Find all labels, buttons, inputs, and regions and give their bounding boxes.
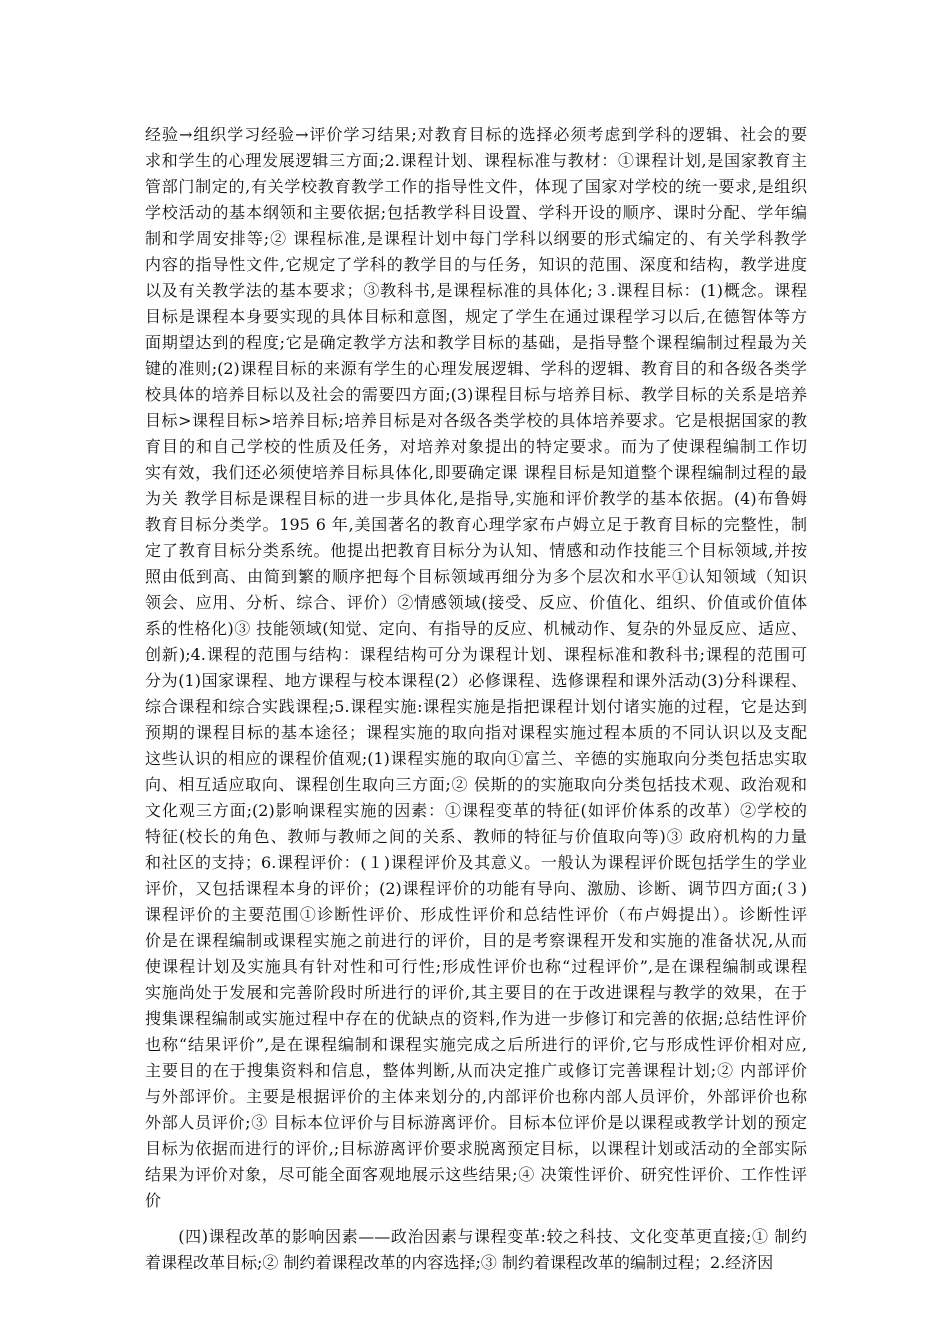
text-line: 内容的指导性文件,它规定了学科的教学目的与任务，知识的范围、深度和结构，教学进度 xyxy=(145,255,807,274)
text-line: 这些认识的相应的课程价值观;(1)课程实施的取向①富兰、辛德的实施取向分类包括忠实取 xyxy=(145,749,807,768)
text-line: 文化观三方面;(2)影响课程实施的因素：①课程变革的特征(如评价体系的改革）②学校的 xyxy=(145,801,807,820)
text-line: 以及有关教学法的基本要求；③教科书,是课程标准的具体化;３.课程目标：(1)概念。课程 xyxy=(145,281,807,300)
text-line: 向、相互适应取向、课程创生取向三方面;② 侯斯的的实施取向分类包括技术观、政治观和 xyxy=(145,775,807,794)
text-line: 经验→组织学习经验→评价学习结果;对教育目标的选择必须考虑到学科的逻辑、社会的要 xyxy=(145,125,807,144)
text-line: 管部门制定的,有关学校教育教学工作的指导性文件，体现了国家对学校的统一要求,是组织 xyxy=(145,177,807,196)
text-line: 价 xyxy=(145,1191,162,1210)
text-line: 育目的和自己学校的性质及任务，对培养对象提出的特定要求。而为了使课程编制工作切 xyxy=(145,437,807,456)
text-line: 价是在课程编制或课程实施之前进行的评价，目的是考察课程开发和实施的准备状况,从而 xyxy=(145,931,807,950)
text-line: 特征(校长的角色、教师与教师之间的关系、教师的特征与价值取向等)③ 政府机构的力量 xyxy=(145,827,807,846)
text-line: (四)课程改革的影响因素——政治因素与课程变革:较之科技、文化变革更直接;① 制约 xyxy=(145,1227,807,1246)
text-line: 创新);4.课程的范围与结构：课程结构可分为课程计划、课程标准和教科书;课程的范围可 xyxy=(145,645,807,664)
document-body xyxy=(145,122,807,1276)
body-paragraph-2 xyxy=(145,1224,807,1276)
text-line: 目标为依据而进行的评价,;目标游离评价要求脱离预定目标，以课程计划或活动的全部实际 xyxy=(145,1139,807,1158)
text-line: 预期的课程目标的基本途径；课程实施的取向指对课程实施过程本质的不同认识以及支配 xyxy=(145,723,807,742)
text-line: 结果为评价对象，尽可能全面客观地展示这些结果;④ 决策性评价、研究性评价、工作性评 xyxy=(145,1165,807,1184)
text-line: 也称“结果评价”,是在课程编制和课程实施完成之后所进行的评价,它与形成性评价相对应, xyxy=(145,1035,807,1054)
text-line: 外部人员评价;③ 目标本位评价与目标游离评价。目标本位评价是以课程或教学计划的预定 xyxy=(145,1113,807,1132)
text-line: 学校活动的基本纲领和主要依据;包括教学科目设置、学科开设的顺序、课时分配、学年编 xyxy=(145,203,807,222)
text-line: 分为(1)国家课程、地方课程与校本课程(2）必修课程、选修课程和课外活动(3)分科课程、 xyxy=(145,671,807,690)
body-paragraph-1 xyxy=(145,122,807,1214)
text-line: 键的准则;(2)课程目标的来源有学生的心理发展逻辑、学科的逻辑、教育目的和各级各类学 xyxy=(145,359,807,378)
text-line: 课程评价的主要范围①诊断性评价、形成性评价和总结性评价（布卢姆提出）。诊断性评 xyxy=(145,905,807,924)
text-line: 面期望达到的程度;它是确定教学方法和教学目标的基础，是指导整个课程编制过程最为关 xyxy=(145,333,807,352)
text-line: 实施尚处于发展和完善阶段时所进行的评价,其主要目的在于改进课程与教学的效果，在于 xyxy=(145,983,807,1002)
text-line: 主要目的在于搜集资料和信息，整体判断,从而决定推广或修订完善课程计划;② 内部评价 xyxy=(145,1061,807,1080)
text-line: 搜集课程编制或实施过程中存在的优缺点的资料,作为进一步修订和完善的依据;总结性评价 xyxy=(145,1009,807,1028)
text-line: 照由低到高、由简到繁的顺序把每个目标领域再细分为多个层次和水平①认知领域（知识 xyxy=(145,567,807,586)
text-line: 目标是课程本身要实现的具体目标和意图，规定了学生在通过课程学习以后,在德智体等方 xyxy=(145,307,807,326)
text-line: 校具体的培养目标以及社会的需要四方面;(3)课程目标与培养目标、教学目标的关系是培养 xyxy=(145,385,807,404)
text-line: 评价，又包括课程本身的评价；(2)课程评价的功能有导向、激励、诊断、调节四方面;(３) xyxy=(145,879,807,898)
text-line: 使课程计划及实施具有针对性和可行性;形成性评价也称“过程评价”,是在课程编制或课程 xyxy=(145,957,807,976)
text-line: 领会、应用、分析、综合、评价）②情感领域(接受、反应、价值化、组织、价值或价值体 xyxy=(145,593,807,612)
text-line: 综合课程和综合实践课程;5.课程实施:课程实施是指把课程计划付诸实施的过程，它是达到 xyxy=(145,697,807,716)
text-line: 着课程改革目标;② 制约着课程改革的内容选择;③ 制约着课程改革的编制过程；2.经济因 xyxy=(145,1253,774,1272)
text-line: 系的性格化)③ 技能领域(知觉、定向、有指导的反应、机械动作、复杂的外显反应、适应、 xyxy=(145,619,807,638)
text-line: 求和学生的心理发展逻辑三方面;2.课程计划、课程标准与教材：①课程计划,是国家教育主 xyxy=(145,151,807,170)
text-line: 目标>课程目标>培养目标;培养目标是对各级各类学校的具体培养要求。它是根据国家的教 xyxy=(145,411,807,430)
text-line: 实有效，我们还必须使培养目标具体化,即要确定课 课程目标是知道整个课程编制过程的最 xyxy=(145,463,807,482)
text-line: 与外部评价。主要是根据评价的主体来划分的,内部评价也称内部人员评价，外部评价也称 xyxy=(145,1087,807,1106)
text-line: 为关 教学目标是课程目标的进一步具体化,是指导,实施和评价教学的基本依据。(4)布鲁姆 xyxy=(145,489,807,508)
text-line: 定了教育目标分类系统。他提出把教育目标分为认知、情感和动作技能三个目标领域,并按 xyxy=(145,541,807,560)
text-line: 和社区的支持；6.课程评价：(１)课程评价及其意义。一般认为课程评价既包括学生的学业 xyxy=(145,853,807,872)
text-line: 教育目标分类学。195 6 年,美国著名的教育心理学家布卢姆立足于教育目标的完整性，制 xyxy=(145,515,807,534)
text-line: 制和学周安排等;② 课程标准,是课程计划中每门学科以纲要的形式编定的、有关学科教学 xyxy=(145,229,807,248)
